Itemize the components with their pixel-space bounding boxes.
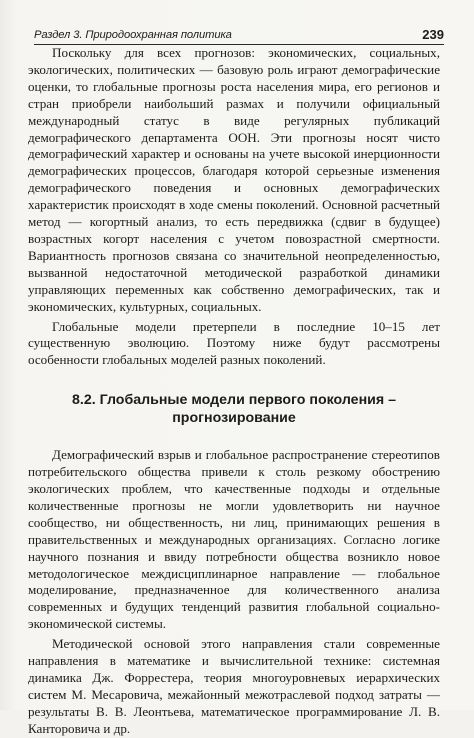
paragraph-global-models-evolution: Глобальные модели претерпели в последние 10–15 лет существенную эволюцию. Поэтому ниже будут рассмотрены особенности глобальных моделей разных поколений.: [28, 318, 440, 368]
page-body: [28, 45, 440, 738]
paragraph-forecasts: Поскольку для всех прогнозов: экономических, социальных, экологических, политических — базовую роль играют демографические оценки, то глобальные прогнозы роста населения мира, его регионов и стран приобрели наибольший размах и получили официальный международный статус в виде регулярных публикаций демографического департамента ООН. Эти прогнозы носят чисто демографический характер и основаны на учете высокой инерционности демографических процессов, благодаря которой серьезные изменения демографического поведения и основных демографических характеристик происходят в ходе смены поколений. Основной расчетный метод — когортный анализ, то есть передвижка (сдвиг в будущее) возрастных когорт населения с учетом повозрастной смертности. Вариантность прогнозов связана со значительной неопределенностью, вызванной недостаточной методической разработкой динамики управляющих переменных как собственно демографических, так и экономических, культурных, социальных.: [28, 45, 440, 314]
section-heading-line-1: 8.2. Глобальные модели первого поколения –: [72, 392, 396, 409]
page-number: 239: [422, 27, 444, 42]
paragraph-methodical-basis: Методической основой этого направления стали современные направления в математике и вычислительной технике: системная динамика Дж. Форрестера, теория многоуровневых иерархических систем М. Месаровича, межайонный межотраслевой подход затраты — результаты В. В. Леонтьева, математическое программирование Л. В. Канторовича и др.: [28, 636, 440, 736]
running-head: [34, 24, 444, 45]
section-heading-line-2: прогнозирование: [172, 409, 296, 426]
paragraph-demographic-explosion: Демографический взрыв и глобальное распространение стереотипов потребительского общества привели к столь резкому обострению экологических проблем, что качественные подходы и отдельные количественные прогнозы не могли удовлетворить ни научное сообщество, ни общественность, ни лиц, принимающих решения в правительственных и международных организациях. Согласно логике научного познания и ввиду потребности общества возникло новое методологическое междисциплинарное направление — глобальное моделирование, предназначенное для количественного анализа современных и будущих тенденций развития глобальной социально-экономической системы.: [28, 447, 440, 632]
section-heading: [28, 392, 440, 427]
running-head-section: Раздел 3. Природоохранная политика: [34, 29, 232, 41]
